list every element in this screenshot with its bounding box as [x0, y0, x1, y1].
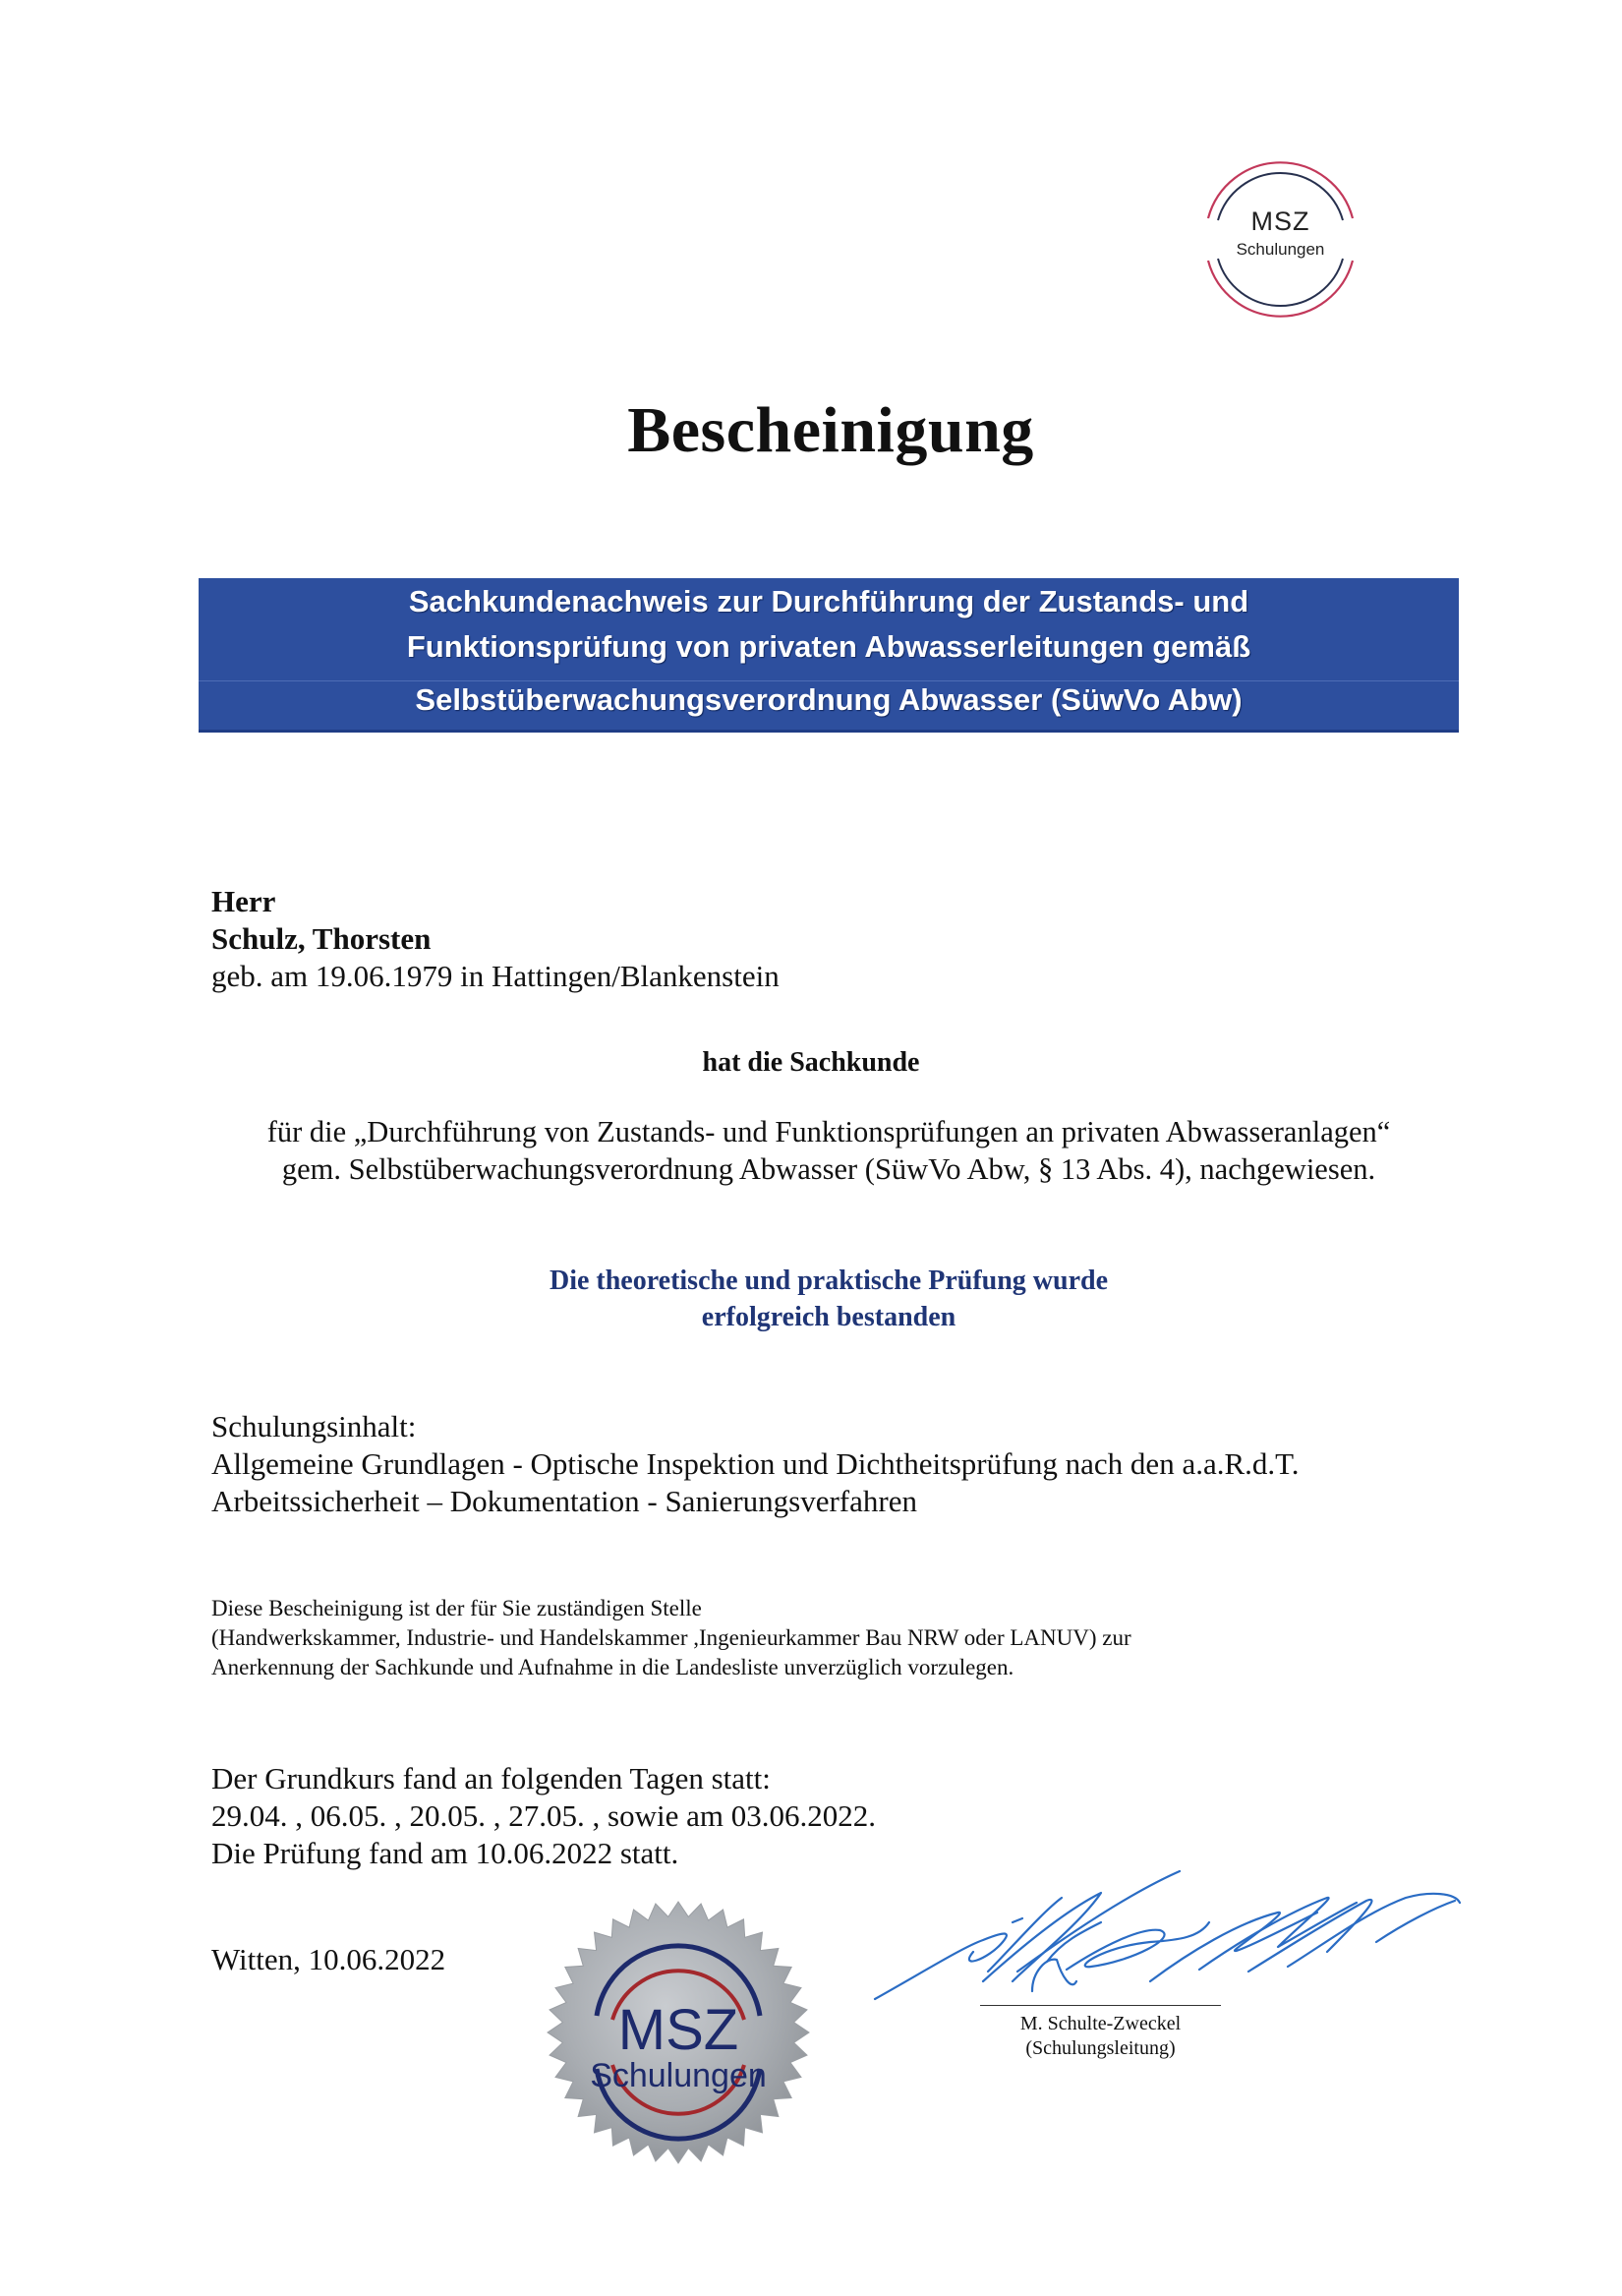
statement-text	[0, 1113, 1622, 1188]
recipient-salutation: Herr	[211, 884, 276, 918]
banner-divider	[199, 680, 1459, 681]
statement-line-2: gem. Selbstüberwachungsverordnung Abwasser (SüwVo Abw, § 13 Abs. 4), nachgewiesen.	[281, 1152, 1376, 1186]
signer-role: (Schulungsleitung)	[1025, 2037, 1176, 2059]
document-title: Bescheinigung	[627, 394, 1034, 466]
notice-line-3: Anerkennung der Sachkunde und Aufnahme in die Landesliste unverzüglich vorzulegen.	[211, 1655, 1014, 1679]
training-content	[211, 1408, 1300, 1520]
submission-notice	[211, 1594, 1131, 1682]
signer-name: M. Schulte-Zweckel	[1019, 2013, 1182, 2034]
msz-logo	[1194, 157, 1366, 320]
training-content-label: Schulungsinhalt:	[211, 1409, 417, 1443]
recipient-block	[211, 883, 780, 995]
logo-rings-icon	[1194, 157, 1366, 320]
recipient-birth: geb. am 19.06.1979 in Hattingen/Blankenstein	[211, 959, 780, 993]
course-dates	[211, 1760, 876, 1872]
signature	[865, 1854, 1465, 2021]
statement-heading: hat die Sachkunde	[702, 1047, 920, 1078]
banner-line-2: Funktionsprüfung von privaten Abwasserleitungen gemäß	[406, 629, 1251, 664]
qualification-banner	[199, 578, 1459, 733]
exam-result-line-2: erfolgreich bestanden	[701, 1302, 956, 1332]
exam-result-line-1: Die theoretische und praktische Prüfung wurde	[549, 1266, 1109, 1296]
notice-line-2: (Handwerkskammer, Industrie- und Handelskammer ,Ingenieurkammer Bau NRW oder LANUV) zur	[211, 1625, 1131, 1650]
training-content-line-2: Arbeitssicherheit – Dokumentation - Sanierungsverfahren	[211, 1484, 917, 1518]
exam-result	[0, 1263, 1622, 1335]
banner-line-1: Sachkundenachweis zur Durchführung der Zustands- und	[408, 584, 1249, 618]
signature-scribble-icon	[865, 1854, 1465, 2021]
seal-text-msz: MSZ	[617, 1998, 739, 2062]
statement-line-1: für die „Durchführung von Zustands- und Funktionsprüfungen an privaten Abwasseranlagen“	[266, 1115, 1391, 1148]
logo-text-msz: MSZ	[1250, 206, 1310, 236]
course-line-1: Der Grundkurs fand an folgenden Tagen statt:	[211, 1761, 771, 1796]
logo-text-schulungen: Schulungen	[1236, 240, 1325, 259]
banner-line-3: Selbstüberwachungsverordnung Abwasser (SüwVo Abw)	[415, 682, 1243, 717]
course-line-3: Die Prüfung fand am 10.06.2022 statt.	[211, 1836, 679, 1870]
course-line-2: 29.04. , 06.05. , 20.05. , 27.05. , sowie am 03.06.2022.	[211, 1798, 876, 1833]
training-content-line-1: Allgemeine Grundlagen - Optische Inspektion und Dichtheitsprüfung nach den a.a.R.d.T.	[211, 1446, 1300, 1481]
place-and-date: Witten, 10.06.2022	[211, 1942, 446, 1976]
seal-icon	[546, 1900, 811, 2165]
notice-line-1: Diese Bescheinigung ist der für Sie zuständigen Stelle	[211, 1596, 702, 1620]
signature-line	[980, 2005, 1221, 2006]
seal-text-schulungen: Schulungen	[590, 2057, 767, 2094]
signer-block	[980, 2005, 1221, 2061]
msz-seal	[546, 1900, 811, 2165]
recipient-name: Schulz, Thorsten	[211, 921, 432, 956]
